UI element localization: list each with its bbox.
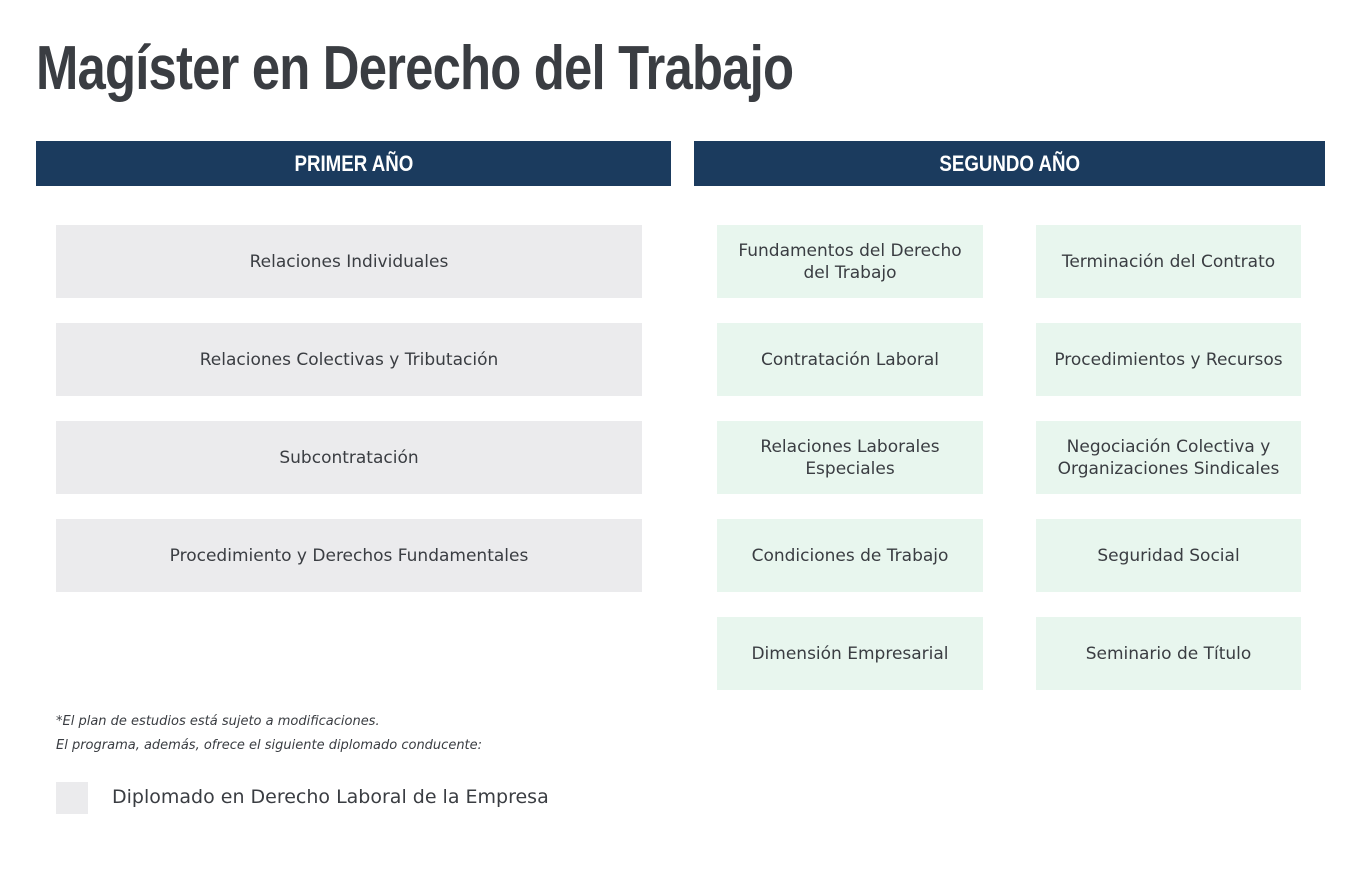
course-dimension-empresarial: Dimensión Empresarial — [717, 617, 983, 690]
first-year-header — [36, 141, 671, 186]
course-condiciones-trabajo: Condiciones de Trabajo — [717, 519, 983, 592]
course-negociacion-colectiva: Negociación Colectiva y Organizaciones Sindicales — [1036, 421, 1301, 494]
diploma-intro-note: El programa, además, ofrece el siguiente diplomado conducente: — [56, 738, 483, 753]
diploma-marker — [56, 782, 88, 814]
course-relaciones-laborales-especiales: Relaciones Laborales Especiales — [717, 421, 983, 494]
course-terminacion-contrato: Terminación del Contrato — [1036, 225, 1301, 298]
course-seguridad-social: Seguridad Social — [1036, 519, 1301, 592]
course-relaciones-colectivas: Relaciones Colectivas y Tributación — [56, 323, 642, 396]
first-year-header-label: PRIMER AÑO — [294, 150, 413, 176]
course-subcontratacion: Subcontratación — [56, 421, 642, 494]
course-contratacion-laboral: Contratación Laboral — [717, 323, 983, 396]
course-fundamentos: Fundamentos del Derecho del Trabajo — [717, 225, 983, 298]
page-title: Magíster en Derecho del Trabajo — [36, 34, 794, 103]
course-procedimientos-recursos: Procedimientos y Recursos — [1036, 323, 1301, 396]
course-procedimiento-derechos: Procedimiento y Derechos Fundamentales — [56, 519, 642, 592]
diploma-label: Diplomado en Derecho Laboral de la Empresa — [112, 786, 549, 808]
course-seminario-titulo: Seminario de Título — [1036, 617, 1301, 690]
second-year-header — [694, 141, 1325, 186]
disclaimer-note: *El plan de estudios está sujeto a modificaciones. — [56, 714, 380, 729]
course-relaciones-individuales: Relaciones Individuales — [56, 225, 642, 298]
second-year-header-label: SEGUNDO AÑO — [939, 150, 1080, 176]
